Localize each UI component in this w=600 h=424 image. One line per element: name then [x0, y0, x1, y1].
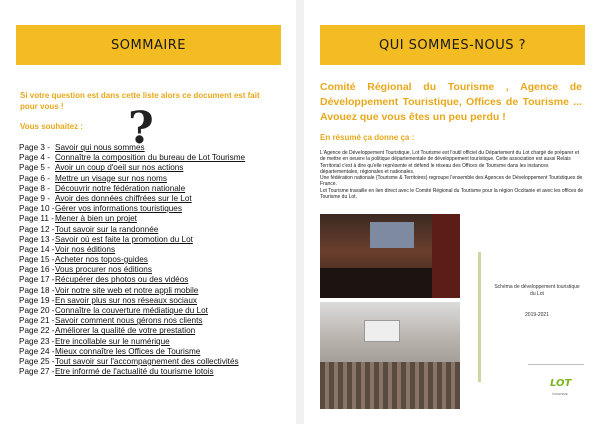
- projection-screen: [370, 222, 414, 248]
- sommaire-banner: SOMMAIRE: [16, 25, 281, 65]
- body-paragraph: L'Agence de Développement Touristique, Lot Tourisme est l'outil officiel du Département du Lot chargé de préparer et de mettre en oeuvre la politique départementale de développement touristique. Cette association est aussi Relais Territorial c'est à dire qu'elle représente et défend le réseau des Offices de Tourisme dans les instances départementales, régionales et nationales.: [320, 150, 580, 175]
- toc-link[interactable]: Avoir des données chiffrées sur le Lot: [55, 193, 192, 203]
- qui-sommes-nous-banner: QUI SOMMES-NOUS ?: [320, 25, 585, 65]
- toc-item[interactable]: Page 24 -Mieux connaître les Offices de Tourisme: [19, 346, 201, 356]
- toc-item[interactable]: Page 12 -Tout savoir sur la randonnée: [19, 224, 159, 234]
- toc-item[interactable]: Page 20 -Connaître la couverture médiatique du Lot: [19, 306, 208, 315]
- cover-accent-bar: [478, 252, 481, 382]
- table-of-contents: [19, 143, 289, 377]
- cover-divider: [528, 364, 584, 365]
- audience-photo: [320, 302, 460, 409]
- toc-item[interactable]: Page 5 - Avoir un coup d'oeil sur nos actions: [19, 163, 184, 173]
- toc-item[interactable]: Page 11 -Mener à bien un projet: [19, 214, 137, 224]
- page-gutter: [296, 0, 304, 424]
- toc-link[interactable]: Tout savoir sur la randonnée: [55, 224, 159, 234]
- cover-title: Schéma de développement touristique du Lot: [494, 284, 580, 297]
- toc-link[interactable]: Etre incollable sur le numérique: [55, 336, 170, 346]
- toc-link[interactable]: Mieux connaître les Offices de Tourisme: [55, 346, 201, 356]
- toc-link[interactable]: Savoir où est faite la promotion du Lot: [55, 234, 193, 244]
- toc-link[interactable]: Tout savoir sur l'accompagnement des collectivités: [55, 356, 239, 366]
- body-paragraph: Lot Tourisme travaille en lien direct avec le Comité Régional du Tourisme pour la région Occitanie et avec les offices de Tourisme du Lot.: [320, 187, 584, 201]
- toc-item[interactable]: Page 15 -Acheter nos topos-guides: [19, 255, 148, 265]
- headline: Comité Régional du Tourisme , Agence de Développement Touristique, Offices de Tourisme ... Avouez que vous êtes un peu perdu !: [320, 81, 582, 123]
- toc-item[interactable]: Page 10 -Gérer vos informations touristiques: [19, 204, 182, 214]
- lot-logo-sub: TOURISME: [552, 392, 568, 396]
- projection-screen: [364, 320, 400, 342]
- toc-item[interactable]: Page 4 - Connaître la composition du bureau de Lot Tourisme: [19, 153, 246, 163]
- subheading: Vous souhaitez :: [20, 122, 83, 131]
- curtain: [432, 214, 460, 298]
- toc-item[interactable]: Page 6 - Mettre un visage sur nos noms: [19, 173, 167, 183]
- toc-link[interactable]: Savoir qui nous sommes: [55, 143, 145, 152]
- toc-link[interactable]: Voir nos éditions: [55, 244, 116, 254]
- toc-link[interactable]: Voir notre site web et notre appli mobile: [55, 285, 199, 295]
- toc-link[interactable]: Gérer vos informations touristiques: [55, 204, 182, 214]
- toc-item[interactable]: Page 17 -Récupérer des photos ou des vidéos: [19, 275, 189, 285]
- toc-link[interactable]: Mettre un visage sur nos noms: [55, 173, 167, 183]
- toc-link[interactable]: Améliorer la qualité de votre prestation: [55, 326, 196, 336]
- document-cover: [478, 214, 586, 409]
- toc-item[interactable]: Page 22 -Améliorer la qualité de votre prestation: [19, 326, 196, 336]
- sommaire-page: [0, 0, 296, 424]
- toc-item[interactable]: Page 23 -Etre incollable sur le numérique: [19, 336, 170, 346]
- body-text: [320, 150, 584, 200]
- toc-item[interactable]: Page 21 -Savoir comment nous gérons nos clients: [19, 316, 203, 326]
- toc-link[interactable]: Vous procurer nos éditions: [55, 265, 152, 275]
- toc-link[interactable]: Mener à bien un projet: [55, 214, 137, 224]
- audience: [320, 362, 460, 409]
- toc-link[interactable]: Récupérer des photos ou des vidéos: [55, 275, 189, 285]
- toc-link[interactable]: Acheter nos topos-guides: [55, 255, 148, 265]
- qui-sommes-nous-page: [304, 0, 600, 424]
- toc-link[interactable]: Découvrir notre fédération nationale: [55, 183, 186, 193]
- lot-logo: LOT: [550, 378, 572, 389]
- toc-link[interactable]: Savoir comment nous gérons nos clients: [55, 316, 203, 326]
- toc-link[interactable]: En savoir plus sur nos réseaux sociaux: [55, 295, 197, 305]
- toc-link[interactable]: Connaître la composition du bureau de Lot Tourisme: [55, 153, 246, 163]
- question-mark-icon: ?: [128, 103, 154, 154]
- toc-item[interactable]: Page 3 - Savoir qui nous sommes: [19, 143, 145, 152]
- cover-years: 2019-2021: [525, 312, 549, 318]
- toc-item[interactable]: Page 27 -Etre informé de l'actualité du tourisme lotois: [19, 367, 214, 377]
- toc-item[interactable]: Page 9 - Avoir des données chiffrées sur le Lot: [19, 193, 192, 203]
- body-paragraph: Une fédération nationale (Tourisme & Territoires) regroupe l'ensemble des Agences de Développement Touristiques de France.: [320, 175, 583, 188]
- toc-item[interactable]: Page 14 -Voir nos éditions: [19, 244, 116, 254]
- summary-heading: En résumé ça donne ça :: [320, 133, 415, 142]
- intro-text: Si votre question est dans cette liste alors ce document est fait pour vous !: [20, 91, 260, 111]
- toc-link[interactable]: Etre informé de l'actualité du tourisme lotois: [55, 367, 214, 377]
- toc-link[interactable]: Connaître la couverture médiatique du Lot: [55, 306, 208, 315]
- conference-photo: [320, 214, 460, 298]
- toc-item[interactable]: Page 8 - Découvrir notre fédération nationale: [19, 183, 186, 193]
- toc-item[interactable]: Page 25 -Tout savoir sur l'accompagnement des collectivités: [19, 356, 239, 366]
- toc-link[interactable]: Avoir un coup d'oeil sur nos actions: [55, 163, 184, 173]
- toc-item[interactable]: Page 18 -Voir notre site web et notre appli mobile: [19, 285, 199, 295]
- toc-item[interactable]: Page 16 -Vous procurer nos éditions: [19, 265, 152, 275]
- toc-item[interactable]: Page 19 -En savoir plus sur nos réseaux sociaux: [19, 295, 197, 305]
- toc-item[interactable]: Page 13 -Savoir où est faite la promotion du Lot: [19, 234, 193, 244]
